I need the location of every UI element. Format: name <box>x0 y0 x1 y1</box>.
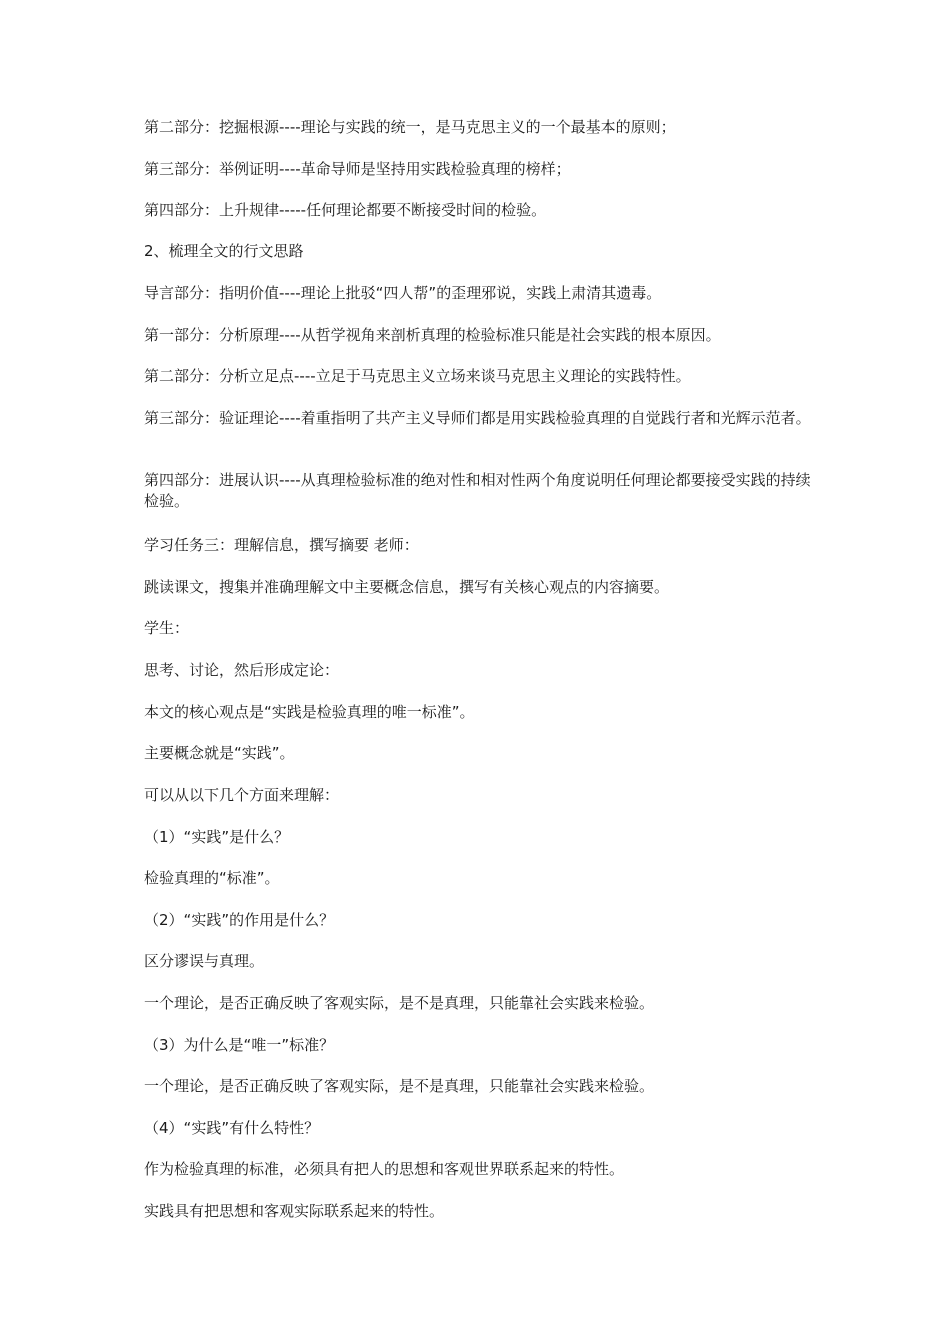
paragraph-intro-part: 导言部分：指明价值----理论上批驳“四人帮”的歪理邪说，实践上肃清其遗毒。 <box>144 284 662 302</box>
paragraph-task3-title: 学习任务三：理解信息，撰写摘要 老师： <box>144 536 419 554</box>
paragraph-part4-law: 第四部分：上升规律-----任何理论都要不断接受时间的检验。 <box>144 201 547 219</box>
paragraph-main-concept: 主要概念就是“实践”。 <box>144 744 295 762</box>
paragraph-q4: （4）“实践”有什么特性？ <box>144 1119 320 1137</box>
paragraph-part3-verify: 第三部分：验证理论----着重指明了共产主义导师们都是用实践检验真理的自觉践行者和光辉示范者。 <box>144 409 811 427</box>
paragraph-core-view: 本文的核心观点是“实践是检验真理的唯一标准”。 <box>144 703 475 721</box>
paragraph-part2-root: 第二部分：挖掘根源----理论与实践的统一，是马克思主义的一个最基本的原则； <box>144 118 676 136</box>
paragraph-a2: 区分谬误与真理。 <box>144 952 265 970</box>
paragraph-section-heading: 2、梳理全文的行文思路 <box>144 242 304 260</box>
paragraph-a2-detail: 一个理论，是否正确反映了客观实际，是不是真理，只能靠社会实践来检验。 <box>144 994 655 1012</box>
paragraph-part1-principle: 第一部分：分析原理----从哲学视角来剖析真理的检验标准只能是社会实践的根本原因。 <box>144 326 721 344</box>
paragraph-aspects-intro: 可以从以下几个方面来理解： <box>144 786 340 804</box>
paragraph-discussion: 思考、讨论，然后形成定论： <box>144 661 340 679</box>
paragraph-a4: 作为检验真理的标准，必须具有把人的思想和客观世界联系起来的特性。 <box>144 1160 625 1178</box>
paragraph-q1: （1）“实践”是什么？ <box>144 828 290 846</box>
paragraph-part4-progress: 第四部分：进展认识----从真理检验标准的绝对性和相对性两个角度说明任何理论都要接受实践的持续检验。 <box>144 471 811 510</box>
paragraph-part2-standpoint: 第二部分：分析立足点----立足于马克思主义立场来谈马克思主义理论的实践特性。 <box>144 367 691 385</box>
paragraph-student-label: 学生： <box>144 619 190 637</box>
paragraph-task3-instruction: 跳读课文，搜集并准确理解文中主要概念信息，撰写有关核心观点的内容摘要。 <box>144 578 670 596</box>
paragraph-q2: （2）“实践”的作用是什么？ <box>144 911 335 929</box>
paragraph-part3-example: 第三部分：举例证明----革命导师是坚持用实践检验真理的榜样； <box>144 160 571 178</box>
paragraph-a3: 一个理论，是否正确反映了客观实际，是不是真理，只能靠社会实践来检验。 <box>144 1077 655 1095</box>
paragraph-q3: （3）为什么是“唯一”标准？ <box>144 1036 335 1054</box>
paragraph-a4-detail: 实践具有把思想和客观实际联系起来的特性。 <box>144 1202 445 1220</box>
paragraph-a1: 检验真理的“标准”。 <box>144 869 280 887</box>
